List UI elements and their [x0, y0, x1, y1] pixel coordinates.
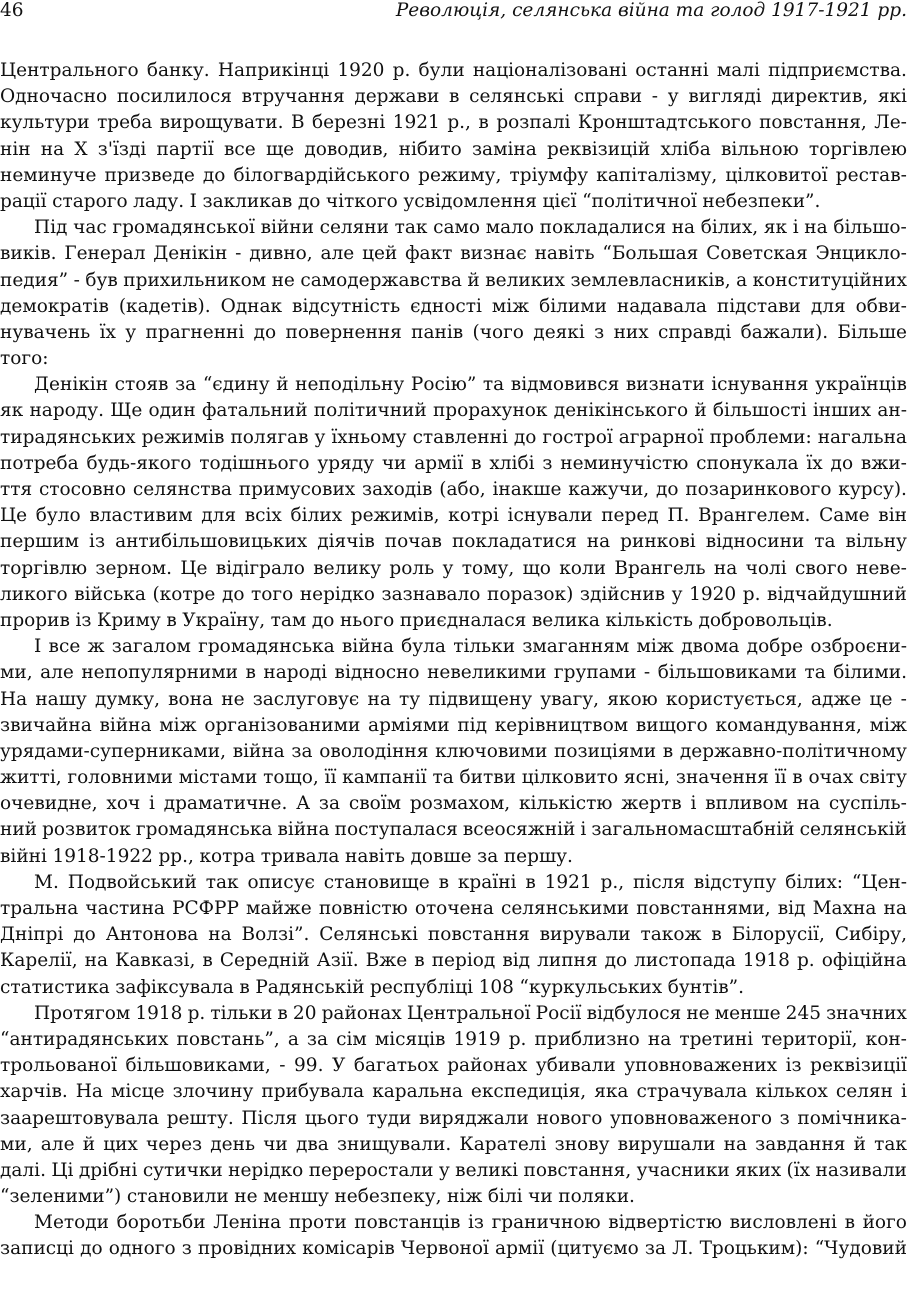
text-line: як народу. Ще один фатальний політичний прорахунок денікінського й більшості інших ан- [0, 400, 907, 422]
running-title: Революція, селянська війна та голод 1917-1921 рр. [395, 0, 907, 21]
text-line: війні 1918-1922 рр., котра тривала навіть довше за першу. [0, 845, 573, 867]
text-line: далі. Ці дрібні сутички нерідко переростали у великі повстання, учасники яких (їх називали [0, 1159, 907, 1181]
text-line: очевидне, хоч і драматичне. А за своїм розмахом, кількістю жертв і впливом на суспіль- [0, 793, 907, 815]
body-text [0, 58, 907, 1263]
text-line: торгівлю зерном. Це відіграло велику роль у тому, що коли Врангель на чолі свого неве- [0, 557, 907, 579]
text-line: Протягом 1918 р. тільки в 20 районах Центральної Росії відбулося не менше 245 значних [34, 1002, 907, 1024]
text-line: На нашу думку, вона не заслуговує на ту підвищену увагу, якою користується, адже це - [0, 688, 907, 710]
page-number: 46 [0, 0, 24, 21]
text-line: ми, але непопулярними в народі відносно невеликими групами - більшовиками та білими. [0, 662, 907, 684]
text-line: Карелії, на Кавказі, в Середній Азії. Вже в період від липня до листопада 1918 р. офіційна [0, 950, 907, 972]
text-line: потреба будь-якого тодішнього уряду чи армії в хлібі з неминучістю спонукала їх до вжи- [0, 452, 907, 474]
text-line: того: [0, 348, 49, 370]
text-line: заарештовувала решту. Після цього туди виряджали нового уповноваженого з помічника- [0, 1107, 907, 1129]
text-line: звичайна війна між організованими арміями під керівництвом вищого командування, між [0, 714, 907, 736]
text-line: записці до одного з провідних комісарів Червоної армії (цитуємо за Л. Троцьким): “Чудовий [0, 1238, 907, 1260]
text-line: нін на X з'їзді партії все ще доводив, нібито заміна реквізицій хліба вільною торгівлею [0, 138, 907, 160]
text-line: Одночасно посилилося втручання держави в селянські справи - у вигляді директив, які [0, 86, 907, 108]
text-line: “зеленими”) становили не меншу небезпеку, ніж білі чи поляки. [0, 1186, 635, 1208]
text-line: Методи боротьби Леніна проти повстанців із граничною відвертістю висловлені в його [34, 1212, 907, 1234]
text-line: урядами-суперниками, війна за оволодіння ключовими позиціями в державно-політичному [0, 740, 907, 762]
text-line: ми, але й цих через день чи два знищували. Карателі знову вирушали на завдання й так [0, 1133, 907, 1155]
text-line: тирадянських режимів полягав у їхньому ставленні до гострої аграрної проблеми: нагальна [0, 426, 907, 448]
text-line: житті, головними містами тощо, її кампанії та битви цілковито ясні, значення її в очах світу [0, 767, 907, 789]
text-line: статистика зафіксувала в Радянській республіці 108 “куркульських бунтів”. [0, 976, 745, 998]
text-line: Денікін стояв за “єдину й неподільну Росію” та відмовився визнати існування українців [34, 374, 907, 396]
text-line: Центрального банку. Наприкінці 1920 р. були націоналізовані останні малі підприємства. [0, 60, 907, 81]
text-line: неминуче призведе до білогвардійського режиму, тріумфу капіталізму, цілковитої рестав- [0, 164, 907, 186]
text-line: педия” - був прихильником не самодержавства й великих землевласників, а конституційних [0, 269, 907, 291]
text-line: Під час громадянської війни селяни так само мало покладалися на білих, як і на більшо- [34, 217, 907, 239]
text-line: Це було властивим для всіх білих режимів, котрі існували перед П. Врангелем. Саме він [0, 505, 907, 527]
text-line: ття стосовно селянства примусових заходів (або, інакше кажучи, до позаринкового курсу). [0, 479, 907, 500]
text-line: культури треба вирощувати. В березні 1921 р., в розпалі Кронштадтського повстання, Ле- [0, 112, 907, 134]
text-line: тральна частина РСФРР майже повністю оточена селянськими повстаннями, від Махна на [0, 898, 907, 919]
text-line: М. Подвойський так описує становище в країні в 1921 р., після відступу білих: “Цен- [34, 871, 907, 893]
text-line: ний розвиток громадянська війна поступалася всеосяжній і загальномасштабній селянській [0, 819, 907, 841]
text-line: рації старого ладу. І закликав до чіткого усвідомлення цієї “політичної небезпеки”. [0, 190, 821, 212]
text-line: Дніпрі до Антонова на Волзі”. Селянські повстання вирували також в Білорусії, Сибіру, [0, 924, 907, 946]
text-line: виків. Генерал Денікін - дивно, але цей факт визнає навіть “Большая Советская Энцикло- [0, 243, 907, 265]
page-header [0, 0, 907, 24]
text-line: нувачень їх у прагненні до повернення панів (чого деякі з них справді бажали). Більше [0, 321, 907, 343]
text-line: трольованої більшовиками, - 99. У багатьох районах убивали уповноважених із реквізиції [0, 1055, 907, 1077]
text-line: першим із антибільшовицьких діячів почав покладатися на ринкові відносини та вільну [0, 531, 907, 553]
text-line: “антирадянських повстань”, а за сім місяців 1919 р. приблизно на третині території, кон- [0, 1028, 907, 1050]
text-line: демократів (кадетів). Однак відсутність єдності між білими надавала підстави для обви- [0, 295, 907, 317]
text-line: харчів. На місце злочину прибувала каральна експедиція, яка страчувала кількох селян і [0, 1081, 907, 1103]
text-line: І все ж загалом громадянська війна була тільки змаганням між двома добре озброєни- [34, 636, 907, 658]
text-line: прорив із Криму в Україну, там до нього приєдналася велика кількість добровольців. [0, 609, 833, 631]
text-line: ликого війська (котре до того нерідко зазнавало поразок) здійснив у 1920 р. відчайдушний [0, 583, 907, 605]
